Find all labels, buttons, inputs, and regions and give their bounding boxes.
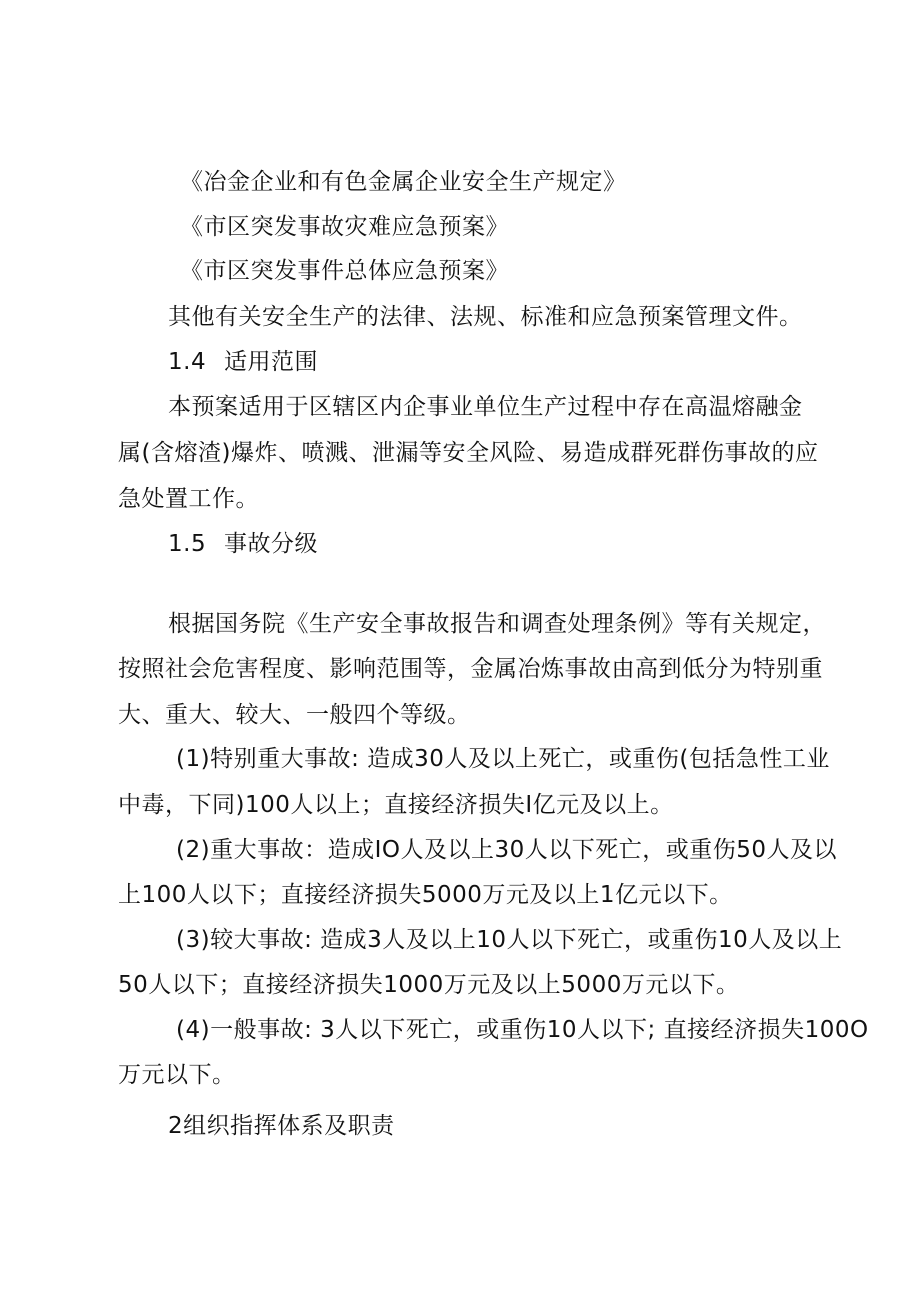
accident-level-item: 万元以下。 <box>118 1062 236 1088</box>
body-line: 根据国务院《生产安全事故报告和调查处理条例》等有关规定， <box>168 611 826 637</box>
body-line: 本预案适用于区辖区内企事业单位生产过程中存在高温熔融金 <box>168 394 803 420</box>
accident-level-item: (1)特别重大事故: 造成30人及以上死亡，或重伤(包括急性工业 <box>176 746 830 772</box>
body-line: 按照社会危害程度、影响范围等，金属冶炼事故由高到低分为特别重 <box>118 656 823 682</box>
section-number: 1.5 <box>168 531 207 557</box>
section-title: 适用范围 <box>224 349 318 375</box>
reference-item: 《市区突发事件总体应急预案》 <box>180 258 509 284</box>
section-heading-2: 2组织指挥体系及职责 <box>168 1113 395 1139</box>
section-number: 1.4 <box>168 349 207 375</box>
section-heading-1-4 <box>168 347 318 377</box>
section-heading-1-5 <box>168 529 318 559</box>
accident-level-item: 中毒，下同)100人以上；直接经济损失I亿元及以上。 <box>118 792 674 818</box>
reference-item: 《市区突发事故灾难应急预案》 <box>180 214 509 240</box>
reference-other: 其他有关安全生产的法律、法规、标准和应急预案管理文件。 <box>168 304 803 330</box>
body-line: 急处置工作。 <box>118 486 259 512</box>
accident-level-item: 50人以下；直接经济损失1000万元及以上5000万元以下。 <box>118 972 740 998</box>
accident-level-item: (4)一般事故: 3人以下死亡，或重伤10人以下; 直接经济损失100O <box>176 1017 869 1043</box>
body-line: 大、重大、较大、一般四个等级。 <box>118 702 471 728</box>
reference-item: 《冶金企业和有色金属企业安全生产规定》 <box>180 169 627 195</box>
accident-level-item: (3)较大事故: 造成3人及以上10人以下死亡，或重伤10人及以上 <box>176 927 843 953</box>
body-line: 属(含熔渣)爆炸、喷溅、泄漏等安全风险、易造成群死群伤事故的应 <box>118 440 819 466</box>
accident-level-item: (2)重大事故：造成IO人及以上30人以下死亡，或重伤50人及以 <box>176 837 837 863</box>
section-title: 事故分级 <box>224 531 318 557</box>
accident-level-item: 上100人以下；直接经济损失5000万元及以上1亿元以下。 <box>118 882 733 908</box>
